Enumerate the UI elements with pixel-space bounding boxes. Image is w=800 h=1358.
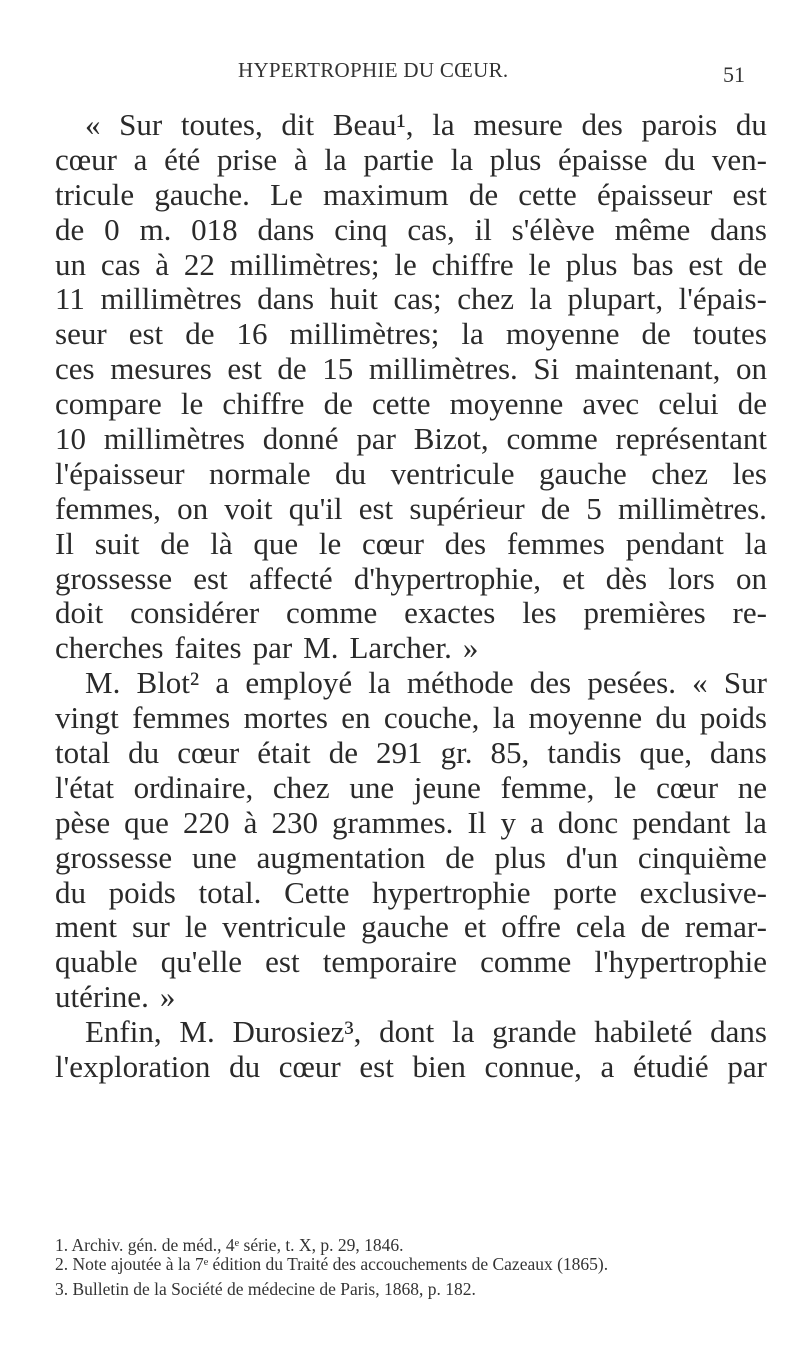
- word: de: [737, 246, 767, 282]
- word: de: [160, 525, 190, 561]
- text-line: [55, 527, 767, 562]
- word: que: [124, 804, 169, 840]
- text-line: [55, 143, 767, 178]
- word: est: [732, 176, 767, 212]
- word: du: [735, 107, 767, 142]
- word: une: [349, 769, 395, 805]
- word: millimètres;: [289, 316, 440, 352]
- word: pesées.: [587, 665, 676, 701]
- word: dans: [710, 735, 767, 771]
- word: Enfin,: [85, 1014, 162, 1050]
- text-line: [55, 248, 767, 283]
- word: le: [184, 909, 208, 945]
- footnote-number: 2.: [55, 1254, 69, 1274]
- word: Le: [270, 176, 303, 212]
- word: cherches: [55, 630, 164, 666]
- word: Cette: [284, 874, 350, 910]
- word: l'épais-: [678, 281, 767, 317]
- word: 220: [183, 804, 230, 840]
- footnote-text: Note ajoutée à la 7ᵉ édition du Traité des accouchements de Cazeaux (1865).: [72, 1254, 609, 1274]
- word: sur: [131, 909, 170, 945]
- word: cinquième: [637, 839, 767, 875]
- word: augmentation: [256, 839, 426, 875]
- word: dit: [281, 107, 315, 142]
- word: par: [356, 421, 396, 457]
- word: 230: [271, 804, 318, 840]
- text-line: [55, 1050, 767, 1085]
- word: à: [155, 246, 170, 282]
- running-head: HYPERTROPHIE DU CŒUR.: [238, 58, 509, 82]
- word: maintenant,: [574, 351, 721, 387]
- page-number: 51: [723, 62, 745, 87]
- word: cœur: [656, 769, 719, 805]
- word: cette: [518, 176, 577, 212]
- text-line: [55, 736, 767, 771]
- word: un: [55, 246, 86, 282]
- word: poids: [699, 700, 767, 736]
- word: jeune: [413, 769, 481, 805]
- word: avec: [582, 386, 640, 422]
- word: pendant: [632, 804, 731, 840]
- word: huit: [329, 281, 378, 317]
- word: 85,: [490, 735, 530, 771]
- word: Il: [55, 525, 74, 561]
- word: grande: [492, 1014, 577, 1050]
- word: vingt: [55, 700, 119, 736]
- text-line: [55, 701, 767, 736]
- word: par: [727, 1049, 767, 1085]
- word: 10: [55, 421, 86, 457]
- footnote-number: 3.: [55, 1279, 69, 1299]
- word: à: [293, 141, 308, 177]
- word: méthode: [406, 665, 514, 701]
- word: plus: [494, 839, 546, 875]
- word: de: [445, 839, 475, 875]
- word: doit: [55, 595, 104, 631]
- word: habileté: [594, 1014, 693, 1050]
- word: ven-: [711, 141, 767, 177]
- word: cette: [371, 386, 431, 422]
- word: Beau¹,: [332, 107, 414, 142]
- word: cœur: [362, 525, 424, 561]
- word: M.: [85, 665, 121, 701]
- word: du: [664, 141, 696, 177]
- word: est: [128, 316, 164, 352]
- word: dans: [710, 211, 767, 247]
- word: 16: [236, 316, 268, 352]
- word: une: [191, 839, 237, 875]
- word: chez: [651, 455, 709, 491]
- word: cas,: [407, 211, 455, 247]
- word: femmes: [506, 525, 605, 561]
- word: millimètres: [100, 281, 242, 317]
- word: »: [159, 979, 176, 1015]
- word: Sur: [119, 107, 163, 142]
- word: a: [600, 1049, 615, 1085]
- word: là: [210, 525, 233, 561]
- text-line: [55, 213, 767, 248]
- word: 15: [322, 351, 354, 387]
- word: utérine.: [55, 979, 149, 1015]
- word: du: [128, 735, 160, 771]
- word: comme: [480, 944, 572, 980]
- word: chez: [272, 769, 330, 805]
- text-line: [55, 352, 767, 387]
- word: offre: [501, 909, 561, 945]
- footnote-2: [55, 1255, 767, 1273]
- word: chez: [457, 281, 514, 317]
- word: compare: [55, 386, 162, 422]
- text-line: [55, 806, 767, 841]
- word: total.: [198, 874, 262, 910]
- word: le: [394, 246, 417, 282]
- word: exactes: [404, 595, 496, 631]
- word: et: [562, 560, 585, 596]
- word: ne: [737, 769, 767, 805]
- word: 291: [376, 735, 423, 771]
- word: quable: [55, 944, 138, 980]
- word: qu'il: [288, 490, 343, 526]
- word: chiffre: [222, 386, 305, 422]
- word: 22: [183, 246, 215, 282]
- word: Bizot,: [413, 421, 489, 457]
- word: on: [735, 560, 767, 596]
- text-line: [55, 108, 767, 143]
- word: millimètres;: [229, 246, 380, 282]
- word: considérer: [130, 595, 260, 631]
- word: mesures: [110, 351, 212, 387]
- text-line: [55, 876, 767, 911]
- word: millimètres.: [617, 490, 767, 526]
- word: prise: [216, 141, 278, 177]
- word: cas;: [393, 281, 442, 317]
- word: les: [522, 595, 557, 631]
- word: cela: [575, 909, 626, 945]
- word: s'élève: [511, 211, 595, 247]
- word: normale: [209, 455, 311, 491]
- word: a: [133, 141, 148, 177]
- word: gr.: [440, 735, 473, 771]
- word: de: [328, 735, 358, 771]
- word: 0: [104, 211, 120, 247]
- word: moyenne: [449, 386, 564, 422]
- word: est: [193, 560, 228, 596]
- text-line: [55, 457, 767, 492]
- word: de: [540, 490, 571, 526]
- word: premières: [583, 595, 706, 631]
- word: 5: [586, 490, 602, 526]
- word: représentant: [615, 421, 767, 457]
- word: «: [85, 107, 101, 142]
- word: épaisse: [557, 141, 648, 177]
- word: de: [55, 211, 85, 247]
- word: »: [462, 630, 479, 666]
- word: dans: [257, 281, 315, 317]
- word: cinq: [334, 211, 388, 247]
- word: exclusive-: [639, 874, 767, 910]
- word: grossesse: [55, 560, 173, 596]
- word: porte: [553, 874, 617, 910]
- footnotes: [55, 1235, 767, 1299]
- word: partie: [363, 141, 434, 177]
- word: de: [277, 351, 307, 387]
- word: ordinaire,: [133, 769, 254, 805]
- word: re-: [732, 595, 767, 631]
- word: l'état: [55, 769, 114, 805]
- word: total: [55, 735, 111, 771]
- word: le: [180, 386, 204, 422]
- word: et: [463, 909, 487, 945]
- word: cœur: [278, 1049, 341, 1085]
- word: est: [265, 944, 300, 980]
- word: la: [744, 804, 767, 840]
- word: du: [655, 700, 687, 736]
- word: la: [432, 107, 455, 142]
- word: plupart,: [567, 281, 664, 317]
- word: femme,: [500, 769, 595, 805]
- word: d'hypertrophie,: [353, 560, 542, 596]
- word: hypertrophie: [372, 874, 531, 910]
- word: 11: [55, 281, 85, 317]
- word: plus: [565, 246, 618, 282]
- word: été: [164, 141, 201, 177]
- word: M.: [303, 630, 339, 666]
- word: de: [640, 909, 670, 945]
- word: que: [253, 525, 299, 561]
- word: seur: [55, 316, 107, 352]
- word: toutes,: [180, 107, 263, 142]
- word: Blot²: [136, 665, 200, 701]
- footnote-1: [55, 1235, 767, 1255]
- word: le: [318, 525, 342, 561]
- word: gauche: [539, 455, 627, 491]
- word: pendant: [625, 525, 724, 561]
- text-line: [55, 1015, 767, 1050]
- word: pèse: [55, 804, 111, 840]
- word: de: [323, 386, 353, 422]
- word: cœur: [177, 735, 240, 771]
- word: 018: [191, 211, 238, 247]
- word: femmes,: [55, 490, 161, 526]
- word: millimètres.: [368, 351, 518, 387]
- text-line: [55, 422, 767, 457]
- text-line: [55, 596, 767, 631]
- word: est: [227, 351, 262, 387]
- word: était: [257, 735, 311, 771]
- word: donné: [262, 421, 339, 457]
- word: des: [529, 665, 572, 701]
- word: m.: [139, 211, 172, 247]
- word: Il: [467, 804, 487, 840]
- word: gauche: [361, 909, 449, 945]
- word: chiffre: [431, 246, 514, 282]
- word: est: [688, 246, 723, 282]
- word: M.: [179, 1014, 215, 1050]
- word: la: [450, 141, 473, 177]
- word: faites: [174, 630, 242, 666]
- word: lors: [668, 560, 715, 596]
- word: la: [324, 141, 347, 177]
- text-line: [55, 771, 767, 806]
- word: la: [744, 525, 767, 561]
- word: Si: [533, 351, 560, 387]
- word: l'épaisseur: [55, 455, 185, 491]
- word: qu'elle: [160, 944, 243, 980]
- word: la: [452, 1014, 475, 1050]
- word: couche,: [383, 700, 480, 736]
- footnote-3: [55, 1279, 767, 1299]
- word: mortes: [243, 700, 328, 736]
- word: parois: [641, 107, 718, 142]
- word: gauche.: [154, 176, 250, 212]
- word: a: [215, 665, 230, 701]
- text-line: [55, 492, 767, 527]
- word: ces: [55, 351, 95, 387]
- word: employé: [245, 665, 353, 701]
- footnote-number: 1.: [55, 1235, 69, 1255]
- word: tandis: [547, 735, 622, 771]
- word: dont: [379, 1014, 435, 1050]
- word: est: [358, 490, 394, 526]
- word: de: [641, 316, 671, 352]
- word: grammes.: [332, 804, 454, 840]
- page-header: [0, 58, 800, 88]
- word: le: [528, 246, 551, 282]
- text-line: [55, 631, 767, 666]
- word: dans: [257, 211, 315, 247]
- text-line: [55, 666, 767, 701]
- word: suit: [94, 525, 140, 561]
- word: comme: [286, 595, 378, 631]
- word: le: [614, 769, 637, 805]
- word: moyenne: [505, 316, 620, 352]
- word: «: [692, 665, 708, 701]
- word: du: [335, 455, 367, 491]
- text-line: [55, 910, 767, 945]
- word: la: [529, 281, 552, 317]
- word: la: [492, 700, 516, 736]
- word: comme: [506, 421, 598, 457]
- word: épaisseur: [596, 176, 713, 212]
- text-line: [55, 387, 767, 422]
- word: bien: [412, 1049, 466, 1085]
- word: maximum: [322, 176, 449, 212]
- word: connue,: [484, 1049, 582, 1085]
- word: tricule: [55, 176, 135, 212]
- word: l'hypertrophie: [594, 944, 767, 980]
- word: d'un: [565, 839, 618, 875]
- word: les: [732, 455, 767, 491]
- word: y: [500, 804, 516, 840]
- word: supérieur: [409, 490, 525, 526]
- word: cœur: [55, 141, 117, 177]
- word: plus: [489, 141, 542, 177]
- word: par: [252, 630, 293, 666]
- word: mesure: [473, 107, 563, 142]
- word: il: [474, 211, 492, 247]
- text-line: [55, 980, 767, 1015]
- word: à: [243, 804, 258, 840]
- word: on: [735, 351, 767, 387]
- text-line: [55, 562, 767, 597]
- word: grossesse: [55, 839, 173, 875]
- word: dès: [605, 560, 648, 596]
- word: est: [359, 1049, 394, 1085]
- word: toutes: [692, 316, 767, 352]
- word: ventricule: [390, 455, 515, 491]
- word: on: [177, 490, 209, 526]
- footnote-text: Archiv. gén. de méd., 4ᵉ série, t. X, p. 29, 1846.: [71, 1235, 404, 1255]
- word: bas: [632, 246, 674, 282]
- word: que,: [639, 735, 692, 771]
- word: étudié: [632, 1049, 709, 1085]
- word: a: [530, 804, 544, 840]
- word: du: [229, 1049, 261, 1085]
- word: la: [368, 665, 391, 701]
- word: celui: [658, 386, 719, 422]
- word: l'exploration: [55, 1049, 211, 1085]
- word: remar-: [684, 909, 767, 945]
- body-text: [55, 108, 767, 1085]
- text-line: [55, 945, 767, 980]
- word: de: [737, 386, 767, 422]
- footnote-text: Bulletin de la Société de médecine de Paris, 1868, p. 182.: [72, 1279, 476, 1299]
- word: temporaire: [322, 944, 457, 980]
- word: poids: [108, 874, 176, 910]
- word: Sur: [723, 665, 767, 701]
- text-line: [55, 841, 767, 876]
- word: femmes: [132, 700, 231, 736]
- word: même: [614, 211, 691, 247]
- text-line: [55, 282, 767, 317]
- word: en: [341, 700, 371, 736]
- word: affecté: [248, 560, 333, 596]
- word: donc: [557, 804, 619, 840]
- text-line: [55, 178, 767, 213]
- word: de: [468, 176, 499, 212]
- word: ment: [55, 909, 117, 945]
- word: des: [444, 525, 487, 561]
- word: millimètres: [103, 421, 245, 457]
- word: la: [461, 316, 484, 352]
- word: Larcher.: [349, 630, 452, 666]
- word: moyenne: [528, 700, 643, 736]
- word: cas: [100, 246, 141, 282]
- word: voit: [224, 490, 273, 526]
- word: des: [581, 107, 623, 142]
- text-line: [55, 317, 767, 352]
- word: Durosiez³,: [232, 1014, 362, 1050]
- word: du: [55, 874, 86, 910]
- word: dans: [710, 1014, 767, 1050]
- word: ventricule: [222, 909, 347, 945]
- word: de: [185, 316, 215, 352]
